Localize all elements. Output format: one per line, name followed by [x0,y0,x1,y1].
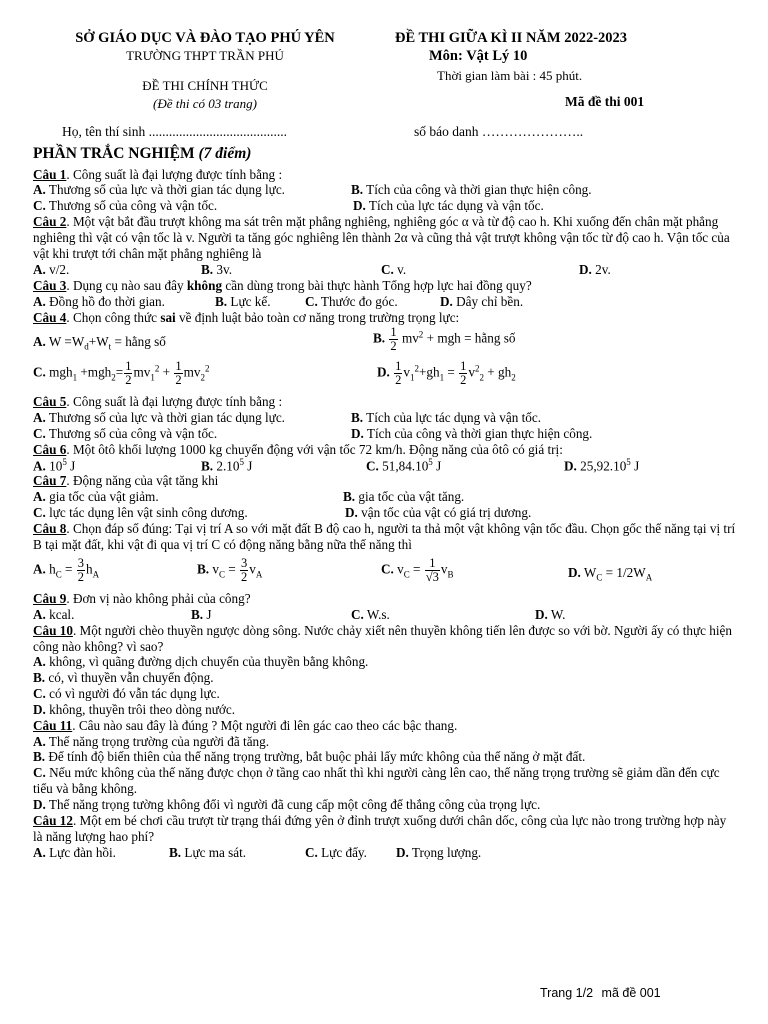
option-letter: C. [33,505,46,521]
option-text: vận tốc của vật có giá trị dương. [361,505,532,521]
options-row [33,360,738,394]
question-label: Câu 12 [33,812,73,828]
question-text: . Dụng cụ nào sau đây [66,277,187,293]
option-d[interactable] [564,457,639,474]
exam-code: Mã đề thi 001 [565,94,645,110]
exam-body [33,145,738,861]
formula-part: = [115,364,124,380]
option-text: Để tính độ biến thiên của thế năng trọng trường, bắt buộc phải lấy mức không của thế năng ở mặt đất. [48,749,586,765]
formula-part: mv [183,364,201,380]
formula-sub: C [55,569,62,580]
question-2 [33,214,738,278]
option-unit: J [432,458,442,474]
question-8 [33,521,738,591]
formula-sub: C [403,569,410,580]
option-text: Trọng lượng. [411,844,482,860]
subject-label: Môn: Vật Lý 10 [429,48,528,65]
question-text: . Đơn vị nào không phải của công? [66,590,251,606]
page-footer [540,986,661,1001]
department-name: SỞ GIÁO DỤC VÀ ĐÀO TẠO PHÚ YÊN [75,30,335,46]
option-text: 2.10 [216,458,240,474]
options-row [33,410,738,426]
formula-sub: A [255,569,263,580]
formula-sup: 2 [418,328,424,339]
question-text: . Chọn đáp số đúng: Tại vị trí A so với mặt đất B độ cao h, người ta thả một vật không vận tốc đầu. Chọn gốc thế năng tại vị trí B tại mặt đất, khi vật đi qua vị trí C có động năng bằng nữa thế năng thì [33,521,736,553]
formula-part: + mgh = hằng số [423,330,516,346]
formula-sub: 2 [200,371,205,382]
option-d[interactable] [351,426,592,442]
option-text: không, thuyền trôi theo dòng nước. [49,701,236,717]
options-row [33,198,738,214]
option-a[interactable] [33,410,285,426]
header-left [40,30,370,111]
official-label: ĐỀ THI CHÍNH THỨC [142,77,268,93]
formula-sub: t [108,341,112,352]
option-text: Nếu mức không của thế năng được chọn ở tầng cao nhất thì khi người càng lên cao, thế năng trọng trường sẽ giảm dần đến cực tiểu và bằng không. [33,765,720,797]
numerator: 1 [175,358,182,373]
formula-part: = hằng số [111,333,166,349]
option-letter: A. [33,654,46,670]
question-label: Câu 6 [33,441,67,457]
option-text: gia tốc của vật tăng. [358,489,465,505]
option-text: Thương số của lực và thời gian tác dụng lực. [48,182,285,198]
option-letter: B. [33,670,46,686]
option-c[interactable] [381,262,406,278]
option-d[interactable] [353,198,544,214]
formula-part: mv [133,364,151,380]
question-10 [33,623,738,718]
fraction [124,360,132,387]
option-text: Tích của công và thời gian thực hiện công. [366,182,592,198]
formula-part: v [403,364,410,380]
numerator: 1 [460,358,467,373]
options-row [33,262,738,278]
question-label: Câu 5 [33,393,67,409]
section-points: (7 điểm) [198,145,252,162]
formula-part: v [212,561,219,577]
option-letter: A. [33,606,46,622]
option-text: Tích của công và thời gian thực hiện công. [366,425,593,441]
question-label: Câu 9 [33,590,67,606]
formula-part: mv [398,330,419,346]
option-a[interactable] [33,845,116,861]
option-c[interactable] [33,686,738,702]
denominator: 2 [77,570,85,584]
option-letter: A. [33,489,46,505]
option-a[interactable] [33,334,166,352]
option-letter: C. [33,765,46,781]
footer-exam-code: mã đề 001 [601,986,661,1000]
student-name-field: Họ, tên thí sinh ......................................... [62,124,287,139]
option-letter: D. [568,564,581,580]
option-d[interactable] [345,505,531,521]
option-text: 3v. [216,261,233,277]
option-letter: D. [33,701,46,717]
option-letter: B. [215,293,228,309]
formula-sub: 2 [479,371,484,382]
formula-part: v [468,364,475,380]
formula-sub: d [84,341,89,352]
option-letter: A. [33,333,46,349]
question-emphasis: không [186,277,223,293]
option-text: Thương số của công và vận tốc. [48,425,218,441]
option-d[interactable] [396,845,481,861]
denominator: 2 [390,338,397,353]
formula-part: +mgh [77,364,112,380]
denominator: 2 [460,372,467,387]
denominator: 2 [175,372,182,387]
option-d[interactable] [535,607,565,623]
option-text: 51,84.10 [382,458,429,474]
option-letter: C. [33,364,46,380]
formula-sub: C [596,572,603,583]
question-text: . Câu nào sau đây là đúng ? Một người đi lên gác cao theo các bậc thang. [72,717,458,733]
option-letter: D. [535,606,548,622]
student-info [62,124,584,140]
question-text: cần dùng trong bài thực hành Tổng hợp lực hai đồng quy? [222,277,532,293]
option-letter: D. [579,261,592,277]
option-c[interactable] [351,607,390,623]
option-text: v. [397,261,407,277]
option-letter: D. [351,425,364,441]
option-letter: B. [343,489,356,505]
question-text: . Động năng của vật tăng khi [66,473,219,489]
option-letter: D. [353,198,366,214]
numerator: 1 [125,358,132,373]
option-letter: C. [366,458,379,474]
option-d[interactable] [568,565,652,583]
option-d[interactable] [440,294,523,310]
denominator: 2 [125,372,132,387]
option-letter: C. [33,686,46,702]
formula-part: = [409,561,424,577]
formula-sub: 1 [150,371,155,382]
option-letter: D. [377,364,390,380]
option-text: Đồng hồ đo thời gian. [49,293,165,309]
question-label: Câu 8 [33,521,67,537]
formula-part: W =W [48,333,85,349]
option-letter: B. [169,844,182,860]
formula-part: mgh [49,364,73,380]
option-letter: C. [305,293,318,309]
option-a[interactable] [33,489,159,505]
option-letter: C. [351,606,364,622]
option-text: Dây chỉ bền. [456,293,524,309]
section-title-text: PHẦN TRẮC NGHIỆM [33,145,195,162]
school-name: TRƯỜNG THPT TRẦN PHÚ [126,48,284,64]
option-text: 25,92.10 [580,458,627,474]
option-text: Thương số của công và vận tốc. [48,198,218,214]
option-b[interactable] [33,749,738,765]
formula-sub: 2 [111,371,116,382]
option-letter: C. [33,425,46,441]
option-letter: D. [564,458,577,474]
option-letter: D. [396,844,409,860]
option-a[interactable] [33,182,285,198]
question-text: . Một em bé chơi cầu trượt từ trạng thái đứng yên ở đỉnh trượt xuống dưới chân dốc, công của lực nào trong trường hợp này là năng lượng hao phí? [33,812,727,844]
option-b[interactable] [33,670,738,686]
option-text: Tích của lực tác dụng và vận tốc. [368,198,544,214]
exam-title: ĐỀ THI GIỮA KÌ II NĂM 2022-2023 [395,30,628,46]
question-label: Câu 7 [33,473,67,489]
options-row [33,457,738,473]
option-letter: C. [305,844,318,860]
formula-part: W [583,564,597,580]
options-row [33,489,738,505]
options-row [33,294,738,310]
option-letter: A. [33,409,46,425]
question-7 [33,473,738,521]
options-row [33,553,738,591]
fraction [425,557,440,584]
question-label: Câu 2 [33,214,67,230]
question-5 [33,394,738,442]
header-right [395,30,735,111]
option-letter: A. [33,293,46,309]
numerator: 1 [425,557,440,571]
options-row [33,426,738,442]
option-unit: J [66,458,76,474]
option-letter: A. [33,261,46,277]
question-text: . Một ôtô khối lượng 1000 kg chuyển động với vận tốc 72 km/h. Động năng của ôtô có giá trị: [66,441,563,457]
option-letter: D. [440,293,453,309]
formula-sup: 5 [428,457,433,468]
option-letter: C. [33,198,46,214]
numerator: 3 [241,555,248,570]
option-text: kcal. [49,606,75,622]
formula-sub: 2 [511,371,516,382]
option-a[interactable] [33,294,165,310]
question-text: . Chọn công thức [66,309,161,325]
formula-sup: 5 [626,457,631,468]
pages-note: (Đề thi có 03 trang) [153,95,257,111]
fraction [174,360,182,387]
formula-sup: 5 [239,457,244,468]
formula-part: +W [88,333,109,349]
option-text: có vì người đó vẫn tác dụng lực. [49,686,220,702]
option-letter: B. [33,749,46,765]
option-b[interactable] [197,557,262,584]
option-d[interactable] [33,797,738,813]
denominator: 2 [241,570,248,584]
option-letter: C. [381,561,394,577]
question-1 [33,167,738,215]
fraction [389,326,397,353]
formula-part: + gh [483,364,512,380]
option-d[interactable] [579,262,611,278]
option-d[interactable] [377,360,516,387]
option-d[interactable] [33,702,738,718]
option-text: Lực kế. [230,293,271,309]
option-letter: A. [33,561,46,577]
option-c[interactable] [33,765,738,797]
formula-part: = [444,364,459,380]
option-text: W.s. [366,606,390,622]
option-c[interactable] [33,505,248,521]
option-c[interactable] [381,557,454,584]
fraction [77,557,85,584]
option-b[interactable] [351,410,541,426]
formula-part: = [61,561,76,577]
fraction [240,557,248,584]
formula-part: v [249,561,256,577]
option-letter: B. [373,330,386,346]
option-a[interactable] [33,262,69,278]
option-c[interactable] [33,360,209,387]
option-text: 2v. [595,261,611,277]
question-label: Câu 3 [33,277,67,293]
option-c[interactable] [366,457,441,474]
option-letter: A. [33,733,46,749]
option-text: J [206,606,212,622]
option-b[interactable] [191,607,212,623]
question-text: . Một vật bắt đầu trượt không ma sát trên mặt phẳng nghiêng, nghiêng góc α và từ độ cao h. Khi xuống đến chân mặt phẳng nghiêng thì vật có vận tốc là v. Người ta tăng góc nghiêng lên thành 2α và cũng thả vật trượt không vận tốc từ độ cao h. Vận tốc của vật khi trượt tới chân mặt phẳng nghiêng là [33,214,730,262]
denominator: 2 [395,372,402,387]
fraction [394,360,402,387]
option-text: Lực đẩy. [321,844,367,860]
formula-part: = [225,561,240,577]
options-row [33,326,738,360]
formula-sup: 2 [154,362,160,373]
formula-part: h [49,561,56,577]
formula-part: = 1/2W [602,564,646,580]
question-label: Câu 11 [33,717,73,733]
option-text: Thế năng trọng trường của người đã tăng. [48,733,270,749]
duration-label: Thời gian làm bài : 45 phút. [437,67,583,83]
student-id-field: số báo danh ………………….. [414,124,584,139]
option-b[interactable] [215,294,271,310]
option-text: lực tác dụng lên vật sinh công dương. [49,505,248,521]
formula-sup: 2 [204,362,210,373]
formula-sup: 5 [62,457,67,468]
fraction [459,360,467,387]
question-text: . Công suất là đại lượng được tính bằng : [66,166,283,182]
question-11 [33,718,738,813]
formula-sub: 1 [409,371,415,382]
option-letter: B. [201,261,214,277]
option-text: 10 [49,458,63,474]
option-text: v/2. [49,261,70,277]
options-row [33,845,738,861]
question-9 [33,591,738,623]
formula-part: +gh [418,364,440,380]
formula-sub: B [447,569,454,580]
question-label: Câu 4 [33,309,67,325]
option-c[interactable] [305,294,398,310]
formula-sub: C [218,569,225,580]
question-text: . Công suất là đại lượng được tính bằng : [66,393,283,409]
formula-sub: 1 [439,371,445,382]
option-text: Thương số của lực và thời gian tác dụng lực. [48,409,285,425]
numerator: 1 [390,324,397,339]
question-text: về định luật bảo toàn cơ năng trong trường trọng lực: [175,309,460,325]
question-3 [33,278,738,310]
option-letter: B. [197,561,210,577]
option-letter: B. [201,458,214,474]
option-unit: J [630,458,640,474]
option-b[interactable] [201,457,252,474]
formula-sub: A [645,572,653,583]
option-text: Lực ma sát. [184,844,247,860]
formula-sub: 1 [72,371,78,382]
question-text: . Một người chèo thuyền ngược dòng sông. Nước chảy xiết nên thuyền không tiến lên được so với bờ. Người ấy có thực hiện công nào không? vì sao? [33,622,732,654]
option-letter: B. [191,606,204,622]
option-letter: C. [381,261,394,277]
option-b[interactable] [373,326,515,353]
option-letter: A. [33,182,46,198]
option-text: gia tốc của vật giảm. [49,489,159,505]
option-letter: D. [33,797,46,812]
option-c[interactable] [33,426,217,442]
question-6 [33,442,738,474]
option-b[interactable] [343,489,464,505]
formula-part: h [86,561,93,577]
page-number: Trang 1/2 [540,986,594,1000]
option-text: W. [550,606,566,622]
option-text: không, vì quãng đường dịch chuyển của thuyền bằng không. [49,654,369,670]
formula-part: v [440,561,448,577]
formula-sup: 2 [474,362,480,373]
option-a[interactable] [33,654,738,670]
denominator: √3 [425,570,439,584]
formula-part: v [397,561,404,577]
option-text: Thế năng trọng tường không đổi vì người đã cung cấp một công để thắng công của trọng lực. [48,797,541,812]
option-letter: A. [33,844,46,860]
option-a[interactable] [33,734,738,750]
formula-part: + [159,364,174,380]
numerator: 3 [77,555,85,570]
option-text: Thước đo góc. [320,293,398,309]
option-c[interactable] [305,845,367,861]
option-a[interactable] [33,607,74,623]
option-letter: A. [33,458,46,474]
option-unit: J [243,458,253,474]
question-12 [33,813,738,861]
formula-sup: 2 [414,362,419,373]
option-b[interactable] [351,182,592,198]
question-label: Câu 1 [33,166,67,182]
option-text: có, vì thuyền vẫn chuyển động. [48,670,214,686]
options-row [33,607,738,623]
option-c[interactable] [33,198,217,214]
section-title [33,145,738,164]
option-text: Tích của lực tác dụng và vận tốc. [366,409,542,425]
option-letter: B. [351,182,364,198]
option-b[interactable] [201,262,232,278]
numerator: 1 [395,358,402,373]
option-text: Lực đàn hồi. [49,844,116,860]
option-b[interactable] [169,845,246,861]
option-a[interactable] [33,457,75,474]
formula-sub: A [92,569,100,580]
question-label: Câu 10 [33,622,73,638]
question-emphasis: sai [160,309,176,325]
options-row [33,182,738,198]
option-a[interactable] [33,557,99,584]
option-letter: D. [345,505,358,521]
question-4 [33,310,738,394]
option-letter: B. [351,409,364,425]
options-row [33,505,738,521]
